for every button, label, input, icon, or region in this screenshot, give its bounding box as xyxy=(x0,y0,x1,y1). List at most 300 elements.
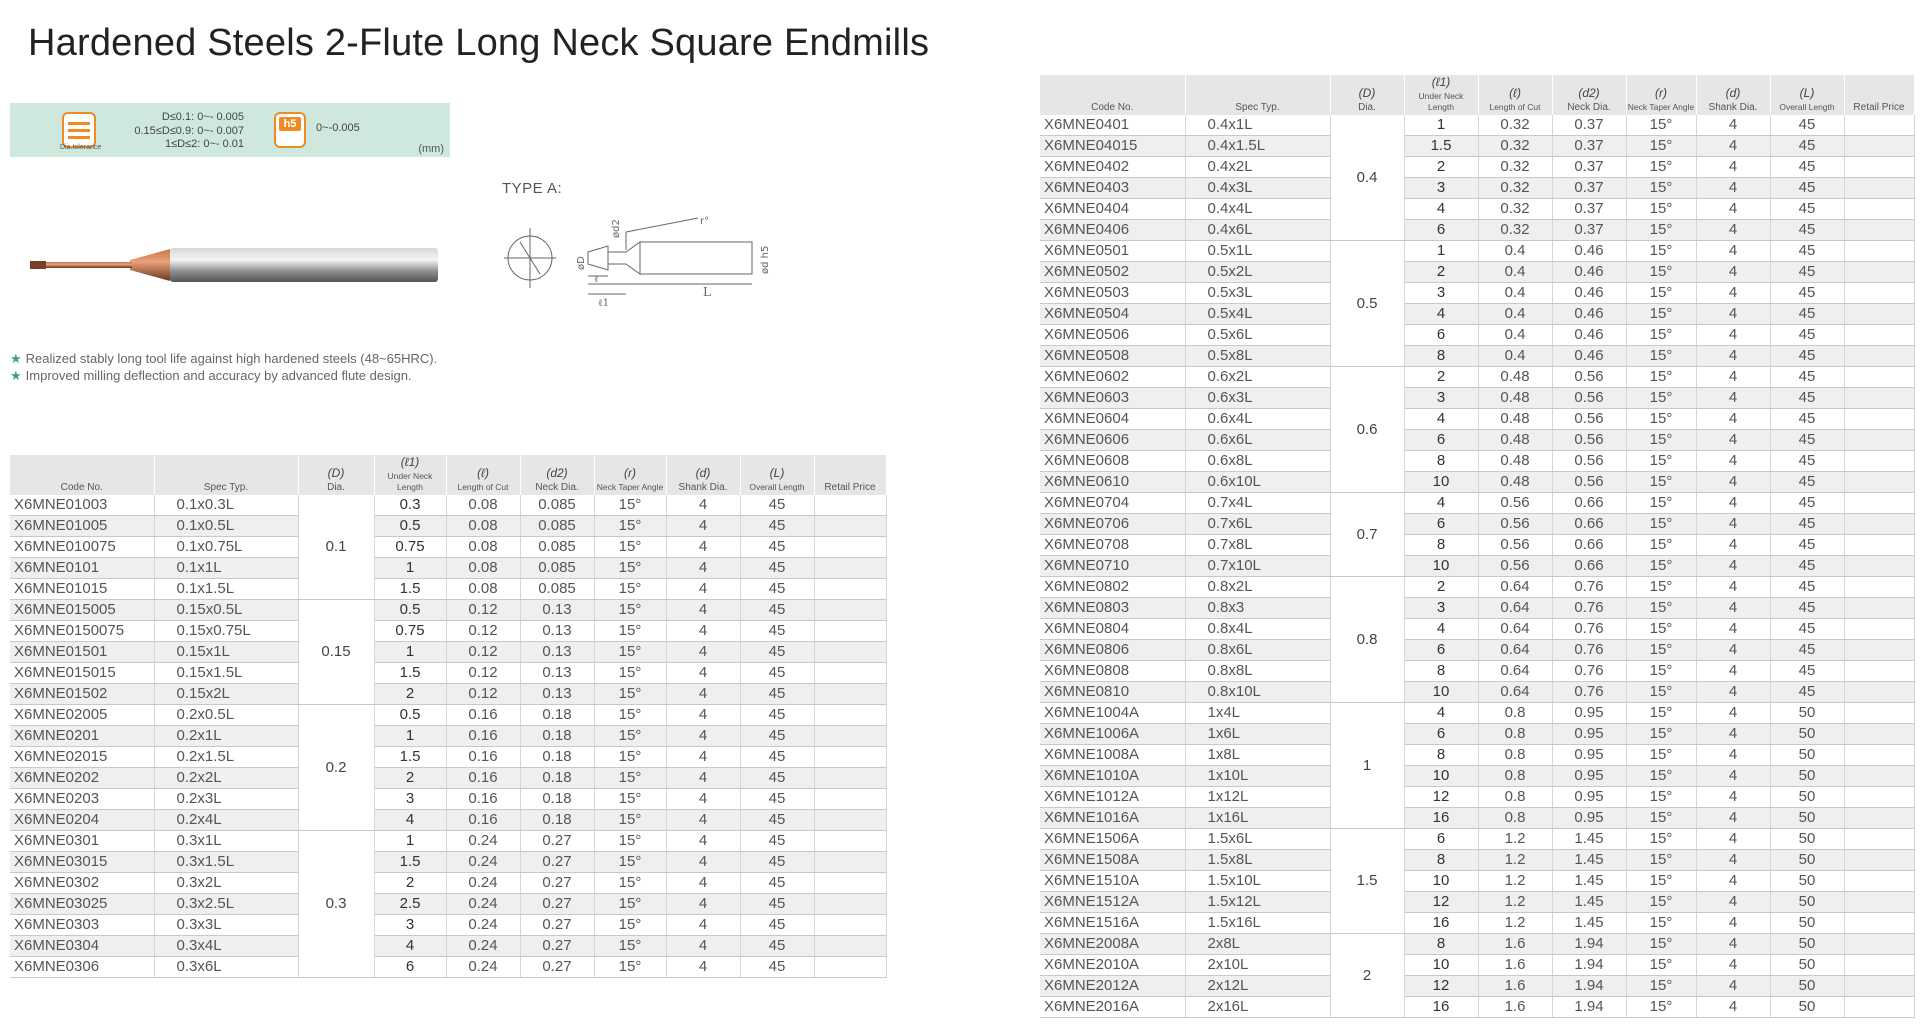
retail-price-cell xyxy=(1844,367,1914,388)
shank-dia-cell: 4 xyxy=(1696,661,1770,682)
shank-dia-cell: 4 xyxy=(1696,892,1770,913)
spec-cell: 0.8x3 xyxy=(1185,598,1330,619)
dia-cell: 0.7 xyxy=(1330,493,1404,577)
length-of-cut-cell: 0.48 xyxy=(1478,367,1552,388)
spec-cell: 2x16L xyxy=(1185,997,1330,1018)
table-row xyxy=(10,726,886,747)
neck-taper-angle-cell: 15° xyxy=(1626,199,1696,220)
retail-price-cell xyxy=(1844,955,1914,976)
retail-price-cell xyxy=(814,873,886,894)
code-cell: X6MNE0810 xyxy=(1040,682,1185,703)
retail-price-cell xyxy=(1844,199,1914,220)
spec-cell: 0.8x10L xyxy=(1185,682,1330,703)
spec-cell: 0.4x4L xyxy=(1185,199,1330,220)
code-cell: X6MNE1516A xyxy=(1040,913,1185,934)
neck-dia-cell: 0.18 xyxy=(520,810,594,831)
overall-length-cell: 45 xyxy=(1770,514,1844,535)
overall-length-cell: 50 xyxy=(1770,766,1844,787)
code-cell: X6MNE0401 xyxy=(1040,115,1185,136)
retail-price-cell xyxy=(1844,724,1914,745)
spec-cell: 0.3x2L xyxy=(154,873,298,894)
table-row xyxy=(1040,199,1914,220)
code-cell: X6MNE0710 xyxy=(1040,556,1185,577)
shank-dia-cell: 4 xyxy=(1696,871,1770,892)
code-cell: X6MNE0504 xyxy=(1040,304,1185,325)
shank-dia-cell: 4 xyxy=(666,936,740,957)
neck-taper-angle-cell: 15° xyxy=(594,810,666,831)
spec-cell: 0.15x2L xyxy=(154,684,298,705)
table-row xyxy=(1040,115,1914,136)
table-row xyxy=(1040,703,1914,724)
under-neck-length-cell: 0.75 xyxy=(374,537,446,558)
code-cell: X6MNE0203 xyxy=(10,789,154,810)
neck-dia-cell: 0.56 xyxy=(1552,367,1626,388)
spec-cell: 1x6L xyxy=(1185,724,1330,745)
overall-length-cell: 45 xyxy=(1770,325,1844,346)
code-cell: X6MNE0201 xyxy=(10,726,154,747)
spec-cell: 0.6x4L xyxy=(1185,409,1330,430)
neck-taper-angle-cell: 15° xyxy=(1626,451,1696,472)
shank-dia-cell: 4 xyxy=(666,747,740,768)
shank-dia-cell: 4 xyxy=(1696,913,1770,934)
code-cell: X6MNE2010A xyxy=(1040,955,1185,976)
neck-dia-cell: 0.46 xyxy=(1552,304,1626,325)
label-d-h5: ød h5 xyxy=(760,245,771,274)
overall-length-cell: 50 xyxy=(1770,871,1844,892)
table-row xyxy=(1040,535,1914,556)
under-neck-length-cell: 6 xyxy=(374,957,446,978)
neck-taper-angle-cell: 15° xyxy=(594,537,666,558)
neck-dia-cell: 1.94 xyxy=(1552,955,1626,976)
label-l1: ℓ1 xyxy=(598,298,610,309)
shank-tolerance-tag: h5 xyxy=(279,117,301,131)
length-of-cut-cell: 0.4 xyxy=(1478,241,1552,262)
table-row xyxy=(1040,283,1914,304)
neck-taper-angle-cell: 15° xyxy=(1626,892,1696,913)
neck-taper-angle-cell: 15° xyxy=(1626,745,1696,766)
shank-dia-cell: 4 xyxy=(666,600,740,621)
spec-cell: 0.8x2L xyxy=(1185,577,1330,598)
overall-length-cell: 45 xyxy=(740,726,814,747)
header-shank-dia: (d) Shank Dia. xyxy=(1696,75,1770,115)
retail-price-cell xyxy=(814,726,886,747)
header-neck-dia: (d2) Neck Dia. xyxy=(1552,75,1626,115)
length-of-cut-cell: 0.56 xyxy=(1478,493,1552,514)
under-neck-length-cell: 16 xyxy=(1404,997,1478,1018)
neck-dia-cell: 1.94 xyxy=(1552,997,1626,1018)
code-cell: X6MNE03025 xyxy=(10,894,154,915)
neck-taper-angle-cell: 15° xyxy=(1626,346,1696,367)
code-cell: X6MNE0508 xyxy=(1040,346,1185,367)
overall-length-cell: 45 xyxy=(740,957,814,978)
neck-dia-cell: 0.37 xyxy=(1552,115,1626,136)
header-under-neck-length: (ℓ1) Under Neck Length xyxy=(1404,75,1478,115)
shank-dia-cell: 4 xyxy=(1696,325,1770,346)
spec-cell: 1x10L xyxy=(1185,766,1330,787)
length-of-cut-cell: 1.2 xyxy=(1478,892,1552,913)
shank-dia-cell: 4 xyxy=(666,705,740,726)
overall-length-cell: 50 xyxy=(1770,934,1844,955)
code-cell: X6MNE0402 xyxy=(1040,157,1185,178)
length-of-cut-cell: 0.12 xyxy=(446,684,520,705)
neck-dia-cell: 0.27 xyxy=(520,852,594,873)
shank-dia-cell: 4 xyxy=(1696,304,1770,325)
table-row xyxy=(10,852,886,873)
header-dia: (D) Dia. xyxy=(298,455,374,495)
overall-length-cell: 45 xyxy=(1770,682,1844,703)
under-neck-length-cell: 16 xyxy=(1404,808,1478,829)
retail-price-cell xyxy=(1844,745,1914,766)
length-of-cut-cell: 1.6 xyxy=(1478,976,1552,997)
dia-tolerance-values xyxy=(102,111,244,152)
neck-dia-cell: 1.45 xyxy=(1552,850,1626,871)
neck-dia-cell: 0.95 xyxy=(1552,787,1626,808)
shank-dia-cell: 4 xyxy=(1696,493,1770,514)
neck-dia-cell: 0.37 xyxy=(1552,220,1626,241)
neck-taper-angle-cell: 15° xyxy=(594,789,666,810)
code-cell: X6MNE0802 xyxy=(1040,577,1185,598)
neck-taper-angle-cell: 15° xyxy=(1626,178,1696,199)
table-row xyxy=(1040,451,1914,472)
code-cell: X6MNE1006A xyxy=(1040,724,1185,745)
neck-dia-cell: 0.66 xyxy=(1552,493,1626,514)
neck-dia-cell: 0.18 xyxy=(520,768,594,789)
table-row xyxy=(10,831,886,852)
code-cell: X6MNE1012A xyxy=(1040,787,1185,808)
length-of-cut-cell: 0.64 xyxy=(1478,619,1552,640)
code-cell: X6MNE0303 xyxy=(10,915,154,936)
under-neck-length-cell: 8 xyxy=(1404,745,1478,766)
neck-taper-angle-cell: 15° xyxy=(1626,661,1696,682)
length-of-cut-cell: 0.16 xyxy=(446,705,520,726)
spec-cell: 0.5x2L xyxy=(1185,262,1330,283)
retail-price-cell xyxy=(1844,178,1914,199)
retail-price-cell xyxy=(1844,472,1914,493)
code-cell: X6MNE0606 xyxy=(1040,430,1185,451)
neck-taper-angle-cell: 15° xyxy=(594,642,666,663)
under-neck-length-cell: 1.5 xyxy=(374,663,446,684)
neck-taper-angle-cell: 15° xyxy=(594,600,666,621)
shank-dia-cell: 4 xyxy=(1696,577,1770,598)
spec-cell: 0.3x4L xyxy=(154,936,298,957)
spec-table-left xyxy=(10,455,887,978)
length-of-cut-cell: 1.6 xyxy=(1478,955,1552,976)
under-neck-length-cell: 2 xyxy=(1404,262,1478,283)
neck-dia-cell: 0.95 xyxy=(1552,745,1626,766)
under-neck-length-cell: 3 xyxy=(1404,388,1478,409)
neck-taper-angle-cell: 15° xyxy=(1626,556,1696,577)
neck-taper-angle-cell: 15° xyxy=(1626,157,1696,178)
table-row xyxy=(1040,241,1914,262)
label-l: ℓ xyxy=(594,274,599,285)
neck-dia-cell: 0.66 xyxy=(1552,556,1626,577)
shank-dia-cell: 4 xyxy=(1696,556,1770,577)
overall-length-cell: 45 xyxy=(740,558,814,579)
code-cell: X6MNE0202 xyxy=(10,768,154,789)
table-row xyxy=(1040,367,1914,388)
under-neck-length-cell: 6 xyxy=(1404,829,1478,850)
neck-dia-cell: 0.56 xyxy=(1552,388,1626,409)
table-row xyxy=(1040,808,1914,829)
spec-cell: 0.8x4L xyxy=(1185,619,1330,640)
neck-taper-angle-cell: 15° xyxy=(1626,913,1696,934)
neck-dia-cell: 1.45 xyxy=(1552,829,1626,850)
overall-length-cell: 45 xyxy=(740,684,814,705)
overall-length-cell: 45 xyxy=(740,642,814,663)
spec-cell: 0.1x1L xyxy=(154,558,298,579)
table-row xyxy=(10,516,886,537)
length-of-cut-cell: 0.24 xyxy=(446,915,520,936)
shank-tolerance-icon xyxy=(274,112,306,148)
spec-cell: 0.3x3L xyxy=(154,915,298,936)
spec-cell: 0.6x10L xyxy=(1185,472,1330,493)
table-row xyxy=(10,936,886,957)
neck-taper-angle-cell: 15° xyxy=(594,558,666,579)
retail-price-cell xyxy=(1844,451,1914,472)
neck-dia-cell: 0.95 xyxy=(1552,703,1626,724)
spec-cell: 1.5x12L xyxy=(1185,892,1330,913)
neck-dia-cell: 0.76 xyxy=(1552,682,1626,703)
length-of-cut-cell: 0.8 xyxy=(1478,703,1552,724)
code-cell: X6MNE1510A xyxy=(1040,871,1185,892)
shank-dia-cell: 4 xyxy=(1696,409,1770,430)
length-of-cut-cell: 0.4 xyxy=(1478,262,1552,283)
code-cell: X6MNE01501 xyxy=(10,642,154,663)
under-neck-length-cell: 10 xyxy=(1404,682,1478,703)
neck-dia-cell: 0.56 xyxy=(1552,472,1626,493)
spec-cell: 0.5x6L xyxy=(1185,325,1330,346)
table-row xyxy=(1040,136,1914,157)
spec-cell: 1x12L xyxy=(1185,787,1330,808)
neck-taper-angle-cell: 15° xyxy=(1626,430,1696,451)
spec-cell: 0.1x1.5L xyxy=(154,579,298,600)
spec-cell: 0.6x2L xyxy=(1185,367,1330,388)
neck-dia-cell: 0.46 xyxy=(1552,283,1626,304)
length-of-cut-cell: 0.08 xyxy=(446,537,520,558)
under-neck-length-cell: 6 xyxy=(1404,220,1478,241)
shank-dia-cell: 4 xyxy=(1696,997,1770,1018)
overall-length-cell: 45 xyxy=(1770,619,1844,640)
retail-price-cell xyxy=(1844,493,1914,514)
neck-dia-cell: 0.13 xyxy=(520,663,594,684)
table-row xyxy=(1040,178,1914,199)
neck-dia-cell: 0.27 xyxy=(520,957,594,978)
code-cell: X6MNE0406 xyxy=(1040,220,1185,241)
neck-taper-angle-cell: 15° xyxy=(594,516,666,537)
neck-dia-cell: 0.13 xyxy=(520,600,594,621)
overall-length-cell: 45 xyxy=(740,852,814,873)
feature-list xyxy=(10,350,437,384)
shank-dia-cell: 4 xyxy=(1696,619,1770,640)
spec-cell: 0.4x6L xyxy=(1185,220,1330,241)
shank-dia-cell: 4 xyxy=(1696,850,1770,871)
header-under-neck-length: (ℓ1) Under Neck Length xyxy=(374,455,446,495)
neck-taper-angle-cell: 15° xyxy=(1626,997,1696,1018)
table-row xyxy=(10,810,886,831)
under-neck-length-cell: 4 xyxy=(374,936,446,957)
header-shank-dia: (d) Shank Dia. xyxy=(666,455,740,495)
code-cell: X6MNE0603 xyxy=(1040,388,1185,409)
overall-length-cell: 45 xyxy=(740,663,814,684)
retail-price-cell xyxy=(1844,388,1914,409)
table-row xyxy=(1040,724,1914,745)
retail-price-cell xyxy=(1844,430,1914,451)
spec-cell: 0.1x0.5L xyxy=(154,516,298,537)
neck-dia-cell: 0.46 xyxy=(1552,325,1626,346)
neck-dia-cell: 0.95 xyxy=(1552,766,1626,787)
neck-taper-angle-cell: 15° xyxy=(1626,388,1696,409)
shank-dia-cell: 4 xyxy=(1696,682,1770,703)
overall-length-cell: 45 xyxy=(740,831,814,852)
tolerance-panel xyxy=(10,103,450,157)
overall-length-cell: 45 xyxy=(740,894,814,915)
neck-dia-cell: 0.37 xyxy=(1552,199,1626,220)
neck-dia-cell: 1.45 xyxy=(1552,892,1626,913)
spec-cell: 0.6x6L xyxy=(1185,430,1330,451)
code-cell: X6MNE015015 xyxy=(10,663,154,684)
code-cell: X6MNE0302 xyxy=(10,873,154,894)
shank-dia-cell: 4 xyxy=(1696,346,1770,367)
length-of-cut-cell: 0.08 xyxy=(446,558,520,579)
neck-dia-cell: 0.27 xyxy=(520,873,594,894)
code-cell: X6MNE1008A xyxy=(1040,745,1185,766)
header-code: Code No. xyxy=(10,455,154,495)
neck-taper-angle-cell: 15° xyxy=(1626,409,1696,430)
retail-price-cell xyxy=(814,957,886,978)
diameter-tolerance-icon xyxy=(62,112,96,148)
neck-taper-angle-cell: 15° xyxy=(594,894,666,915)
under-neck-length-cell: 10 xyxy=(1404,871,1478,892)
table-row xyxy=(1040,577,1914,598)
neck-taper-angle-cell: 15° xyxy=(594,579,666,600)
overall-length-cell: 50 xyxy=(1770,976,1844,997)
overall-length-cell: 45 xyxy=(1770,535,1844,556)
retail-price-cell xyxy=(814,537,886,558)
under-neck-length-cell: 3 xyxy=(1404,178,1478,199)
table-row xyxy=(1040,787,1914,808)
overall-length-cell: 45 xyxy=(1770,283,1844,304)
code-cell: X6MNE0101 xyxy=(10,558,154,579)
dia-cell: 0.6 xyxy=(1330,367,1404,493)
shank-dia-cell: 4 xyxy=(1696,787,1770,808)
neck-taper-angle-cell: 15° xyxy=(1626,262,1696,283)
overall-length-cell: 45 xyxy=(740,768,814,789)
length-of-cut-cell: 0.08 xyxy=(446,495,520,516)
length-of-cut-cell: 0.16 xyxy=(446,810,520,831)
under-neck-length-cell: 10 xyxy=(1404,766,1478,787)
under-neck-length-cell: 1 xyxy=(374,558,446,579)
neck-taper-angle-cell: 15° xyxy=(1626,136,1696,157)
under-neck-length-cell: 2 xyxy=(1404,577,1478,598)
dia-cell: 0.4 xyxy=(1330,115,1404,241)
table-row xyxy=(1040,262,1914,283)
spec-cell: 0.5x1L xyxy=(1185,241,1330,262)
under-neck-length-cell: 12 xyxy=(1404,976,1478,997)
overall-length-cell: 45 xyxy=(1770,388,1844,409)
neck-dia-cell: 0.18 xyxy=(520,705,594,726)
dia-cell: 0.8 xyxy=(1330,577,1404,703)
code-cell: X6MNE04015 xyxy=(1040,136,1185,157)
under-neck-length-cell: 8 xyxy=(1404,850,1478,871)
length-of-cut-cell: 0.56 xyxy=(1478,556,1552,577)
neck-dia-cell: 1.94 xyxy=(1552,934,1626,955)
under-neck-length-cell: 10 xyxy=(1404,472,1478,493)
overall-length-cell: 45 xyxy=(740,516,814,537)
table-row xyxy=(10,768,886,789)
neck-dia-cell: 0.76 xyxy=(1552,577,1626,598)
length-of-cut-cell: 0.8 xyxy=(1478,787,1552,808)
code-cell: X6MNE01015 xyxy=(10,579,154,600)
code-cell: X6MNE01502 xyxy=(10,684,154,705)
retail-price-cell xyxy=(814,579,886,600)
neck-dia-cell: 0.18 xyxy=(520,747,594,768)
retail-price-cell xyxy=(814,915,886,936)
under-neck-length-cell: 0.75 xyxy=(374,621,446,642)
label-d2: ød2 xyxy=(611,219,622,238)
spec-cell: 1.5x16L xyxy=(1185,913,1330,934)
table-row xyxy=(1040,997,1914,1018)
table-row xyxy=(1040,409,1914,430)
retail-price-cell xyxy=(1844,682,1914,703)
spec-cell: 0.15x1.5L xyxy=(154,663,298,684)
header-spec: Spec Typ. xyxy=(1185,75,1330,115)
shank-dia-cell: 4 xyxy=(666,726,740,747)
overall-length-cell: 45 xyxy=(1770,598,1844,619)
overall-length-cell: 45 xyxy=(1770,241,1844,262)
table-row xyxy=(1040,850,1914,871)
under-neck-length-cell: 4 xyxy=(1404,199,1478,220)
under-neck-length-cell: 2 xyxy=(374,768,446,789)
neck-dia-cell: 1.45 xyxy=(1552,871,1626,892)
neck-dia-cell: 0.66 xyxy=(1552,514,1626,535)
table-row xyxy=(10,579,886,600)
neck-taper-angle-cell: 15° xyxy=(1626,850,1696,871)
retail-price-cell xyxy=(814,768,886,789)
neck-dia-cell: 0.37 xyxy=(1552,178,1626,199)
spec-cell: 0.7x10L xyxy=(1185,556,1330,577)
neck-taper-angle-cell: 15° xyxy=(1626,577,1696,598)
code-cell: X6MNE0604 xyxy=(1040,409,1185,430)
overall-length-cell: 45 xyxy=(740,495,814,516)
neck-taper-angle-cell: 15° xyxy=(1626,304,1696,325)
table-row xyxy=(1040,304,1914,325)
overall-length-cell: 45 xyxy=(740,537,814,558)
dia-cell: 0.5 xyxy=(1330,241,1404,367)
length-of-cut-cell: 0.24 xyxy=(446,957,520,978)
under-neck-length-cell: 6 xyxy=(1404,514,1478,535)
star-icon: ★ xyxy=(10,351,22,366)
shank-dia-cell: 4 xyxy=(666,957,740,978)
retail-price-cell xyxy=(1844,346,1914,367)
length-of-cut-cell: 1.6 xyxy=(1478,997,1552,1018)
neck-taper-angle-cell: 15° xyxy=(594,663,666,684)
dia-cell: 0.2 xyxy=(298,705,374,831)
spec-cell: 0.3x1L xyxy=(154,831,298,852)
neck-dia-cell: 0.46 xyxy=(1552,241,1626,262)
table-row xyxy=(1040,220,1914,241)
table-row xyxy=(1040,682,1914,703)
neck-dia-cell: 0.46 xyxy=(1552,262,1626,283)
spec-cell: 0.15x0.75L xyxy=(154,621,298,642)
header-neck-taper-angle: (r) Neck Taper Angle xyxy=(1626,75,1696,115)
code-cell: X6MNE0708 xyxy=(1040,535,1185,556)
neck-dia-cell: 0.085 xyxy=(520,579,594,600)
technical-drawing xyxy=(498,214,858,310)
length-of-cut-cell: 0.12 xyxy=(446,621,520,642)
overall-length-cell: 45 xyxy=(1770,451,1844,472)
spec-cell: 0.8x6L xyxy=(1185,640,1330,661)
length-of-cut-cell: 0.4 xyxy=(1478,283,1552,304)
